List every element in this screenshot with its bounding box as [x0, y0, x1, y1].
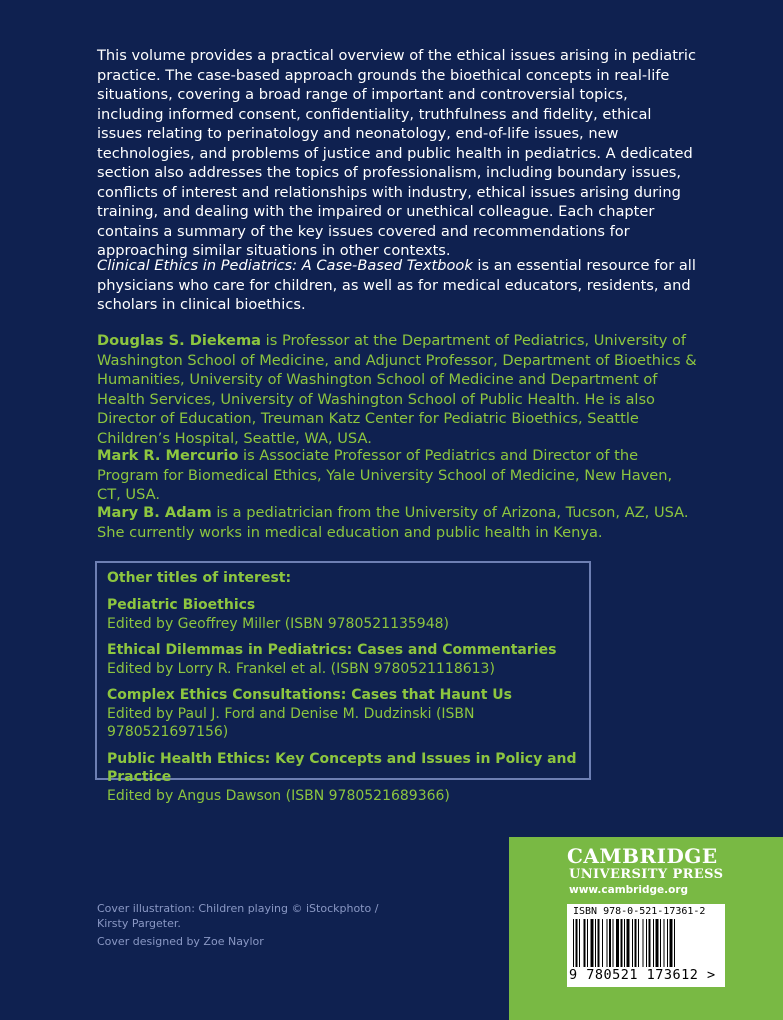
list-item — [107, 596, 579, 633]
barcode-digits: 9 780521 173612 > — [569, 967, 716, 983]
author-bio-text: is Professor at the Department of Pediatrics, University of Washington School of Medicine, and Adjunct Professor, Department of Bioethics & Humanities, University of Washington School of Medicine and Department of Health Services, University of Washington School of Public Health. He is also Director of Education, Treuman Katz Center for Pediatric Bioethics, Seattle Children’s Hospital, Seattle, WA, USA. — [97, 332, 697, 447]
barcode-bar — [638, 919, 639, 967]
barcode-bar — [649, 919, 651, 967]
related-editor: Edited by Paul J. Ford and Denise M. Dudzinski (ISBN 9780521697156) — [107, 705, 475, 740]
description-paragraph: This volume provides a practical overview of the ethical issues arising in pediatric practice. The case-based approach grounds the bioethical concepts in real-life situations, covering a broad range of important and controversial topics, including informed consent, confidentiality, truthfulness and fidelity, ethical issues relating to perinatology and neonatology, end-of-life issues, new technologies, and problems of justice and public health in pediatrics. A dedicated section also addresses the topics of professionalism, including boundary issues, conflicts of interest and relationships with industry, ethical issues arising during training, and dealing with the impaired or unethical colleague. Each chapter contains a summary of the key issues covered and recommendations for approaching similar situations in other contexts. — [97, 47, 696, 259]
barcode-bar — [616, 919, 619, 967]
barcode-bar — [602, 919, 603, 967]
author-name: Douglas S. Diekema — [97, 332, 262, 349]
related-editor: Edited by Lorry R. Frankel et al. (ISBN 9780521118613) — [107, 660, 495, 677]
publisher-block — [509, 837, 783, 1020]
related-editor: Edited by Geoffrey Miller (ISBN 9780521135948) — [107, 615, 449, 632]
publisher-press: UNIVERSITY PRESS — [569, 867, 724, 882]
audience-paragraph — [97, 256, 697, 315]
list-item — [107, 750, 579, 806]
related-title: Ethical Dilemmas in Pediatrics: Cases and Commentaries — [107, 642, 557, 658]
barcode-bar — [660, 919, 661, 967]
barcode-bar — [621, 919, 623, 967]
barcode-bar — [635, 919, 637, 967]
barcode-bar — [613, 919, 614, 967]
barcode-bar — [591, 919, 594, 967]
barcode-bar — [664, 919, 665, 967]
barcode-bar — [670, 919, 673, 967]
cover-credits — [97, 901, 397, 949]
author-name: Mark R. Mercurio — [97, 447, 239, 464]
illustration-credit: Cover illustration: Children playing © iStockphoto / Kirsty Pargeter. — [97, 902, 379, 930]
related-title: Complex Ethics Consultations: Cases that Haunt Us — [107, 687, 513, 703]
list-item — [107, 641, 579, 678]
barcode-bar — [674, 919, 675, 967]
list-item — [107, 686, 579, 742]
isbn-label: ISBN 978-0-521-17361-2 — [573, 906, 706, 917]
related-editor: Edited by Angus Dawson (ISBN 9780521689366) — [107, 787, 450, 804]
barcode-bar — [576, 919, 578, 967]
design-credit: Cover designed by Zoe Naylor — [97, 935, 264, 948]
barcode-bar — [595, 919, 596, 967]
barcode-bar — [579, 919, 580, 967]
other-titles-heading: Other titles of interest: — [107, 570, 292, 586]
barcode-bar — [656, 919, 659, 967]
barcode-panel — [567, 904, 725, 987]
author-name: Mary B. Adam — [97, 504, 212, 521]
barcode-bar — [587, 919, 588, 967]
author-bio — [97, 446, 697, 505]
barcode-bar — [667, 919, 668, 967]
barcode-bar — [653, 919, 654, 967]
barcode-bar — [598, 919, 600, 967]
book-title: Clinical Ethics in Pediatrics: A Case-Based Textbook — [97, 257, 473, 274]
audience-text: is an essential resource for all physicians who care for children, as well as for medical educators, residents, and scholars in clinical bioethics. — [97, 257, 696, 313]
barcode-bar — [584, 919, 586, 967]
barcode-bar — [627, 919, 630, 967]
barcode-bar — [632, 919, 633, 967]
barcode-icon — [573, 919, 719, 969]
related-title: Pediatric Bioethics — [107, 597, 256, 613]
barcode-bar — [609, 919, 611, 967]
author-bio-text: is a pediatrician from the University of Arizona, Tucson, AZ, USA. She currently works in medical education and public health in Kenya. — [97, 504, 689, 541]
barcode-bar — [646, 919, 647, 967]
related-title: Public Health Ethics: Key Concepts and Issues in Policy and Practice — [107, 750, 577, 785]
barcode-bar — [643, 919, 644, 967]
barcode-bar — [573, 919, 574, 967]
barcode-bar — [624, 919, 625, 967]
other-titles-box — [95, 561, 591, 804]
author-bio — [97, 331, 697, 448]
author-bio — [97, 503, 697, 542]
publisher-url: www.cambridge.org — [569, 884, 689, 896]
author-bio-text: is Associate Professor of Pediatrics and Director of the Program for Biomedical Ethics, Yale University School of Medicine, New Haven, CT, USA. — [97, 447, 673, 503]
publisher-name: CAMBRIDGE — [567, 844, 718, 868]
barcode-bar — [607, 919, 608, 967]
